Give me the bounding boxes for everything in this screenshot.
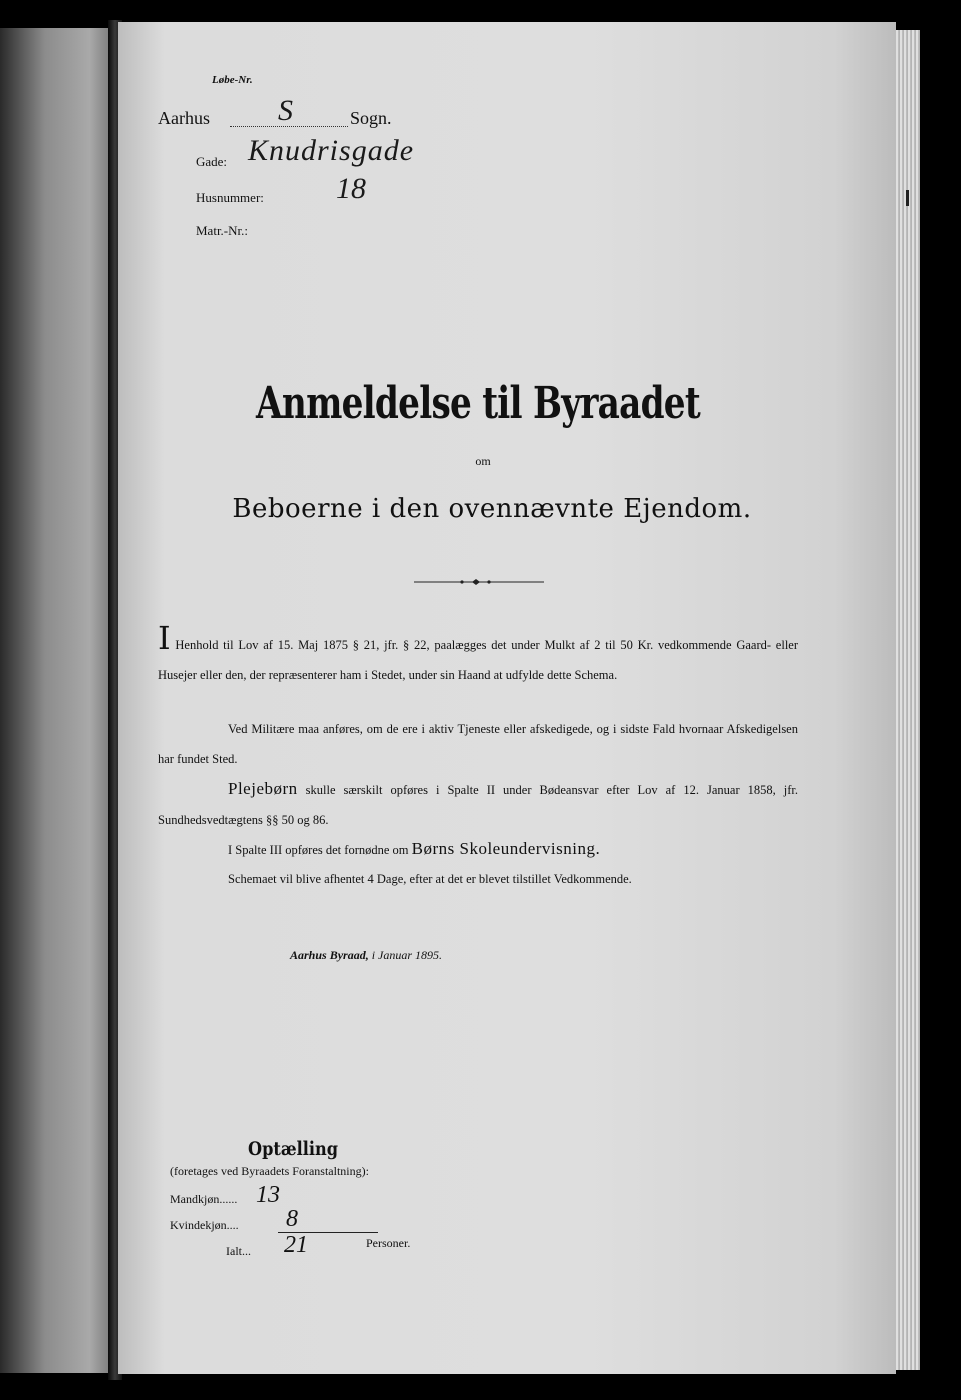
paragraph-law-reference [158, 619, 798, 690]
drop-initial: I [158, 619, 171, 657]
document-title: Anmeldelse til Byraadet [256, 378, 700, 429]
scan-background [920, 0, 961, 1400]
husnummer-handwritten-value: 18 [336, 172, 366, 205]
total-count-value: 21 [284, 1232, 308, 1258]
page-edge-mark [906, 190, 909, 206]
husnummer-label: Husnummer: [196, 190, 264, 205]
paragraph-text: I Spalte III opføres det fornødne om [228, 843, 409, 857]
paragraph-collection [158, 864, 798, 894]
issuer-signature [290, 948, 442, 963]
paragraph-text: Ved Militære maa anføres, om de ere i aktiv Tjeneste eller afskedigede, og i sidste Fald hvornaar Afskedigelsen har fundet Sted. [158, 722, 798, 766]
female-count-label: Kvindekjøn.... [170, 1218, 239, 1232]
ornament-divider [414, 576, 544, 588]
sogn-handwritten-value: S [278, 94, 293, 127]
paragraph-text: skulle særskilt opføres i Spalte II under Bødeansvar efter Lov af 12. Januar 1858, jfr. Sundhedsvedtægtens §§ 50 og 86. [158, 783, 798, 827]
paragraph-lead-word: Plejebørn [228, 779, 298, 798]
male-count-label: Mandkjøn...... [170, 1192, 238, 1206]
paragraph-emphasis: Børns Skoleundervisning. [411, 839, 601, 858]
paragraph-schooling [158, 834, 798, 865]
female-count-value: 8 [286, 1206, 298, 1232]
issue-date: i Januar 1895. [371, 948, 443, 962]
count-subtitle: (foretages ved Byraadets Foranstaltning): [170, 1164, 369, 1178]
document-subtitle: Beboerne i den ovennævnte Ejendom. [232, 494, 752, 524]
persons-label: Personer. [366, 1236, 411, 1250]
total-count-label: Ialt... [226, 1244, 251, 1258]
issuer-name: Aarhus Byraad, [290, 948, 369, 962]
sogn-label: Sogn. [350, 108, 392, 128]
matr-nr-label: Matr.-Nr.: [196, 223, 248, 238]
paragraph-text: Henhold til Lov af 15. Maj 1875 § 21, jfr. § 22, paalægges det under Mulkt af 2 til 50 Kr. vedkommende Gaard- eller Husejer eller den, der repræsenterer ham i Stedet, under sin Haand at udfylde dette Schema. [158, 638, 798, 682]
left-page-edge [0, 28, 112, 1373]
title-connector: om [475, 454, 491, 468]
paragraph-text: Schemaet vil blive afhentet 4 Dage, efter at det er blevet tilstillet Vedkommende. [228, 872, 632, 886]
count-title: Optælling [248, 1138, 339, 1160]
paragraph-military [158, 714, 798, 774]
lobe-nr-label: Løbe-Nr. [212, 74, 253, 86]
male-count-value: 13 [256, 1182, 280, 1208]
gade-handwritten-value: Knudrisgade [248, 134, 415, 167]
document-page [118, 22, 896, 1374]
gade-label: Gade: [196, 154, 228, 169]
aarhus-label: Aarhus [158, 108, 210, 128]
paragraph-foster-children [158, 774, 798, 835]
